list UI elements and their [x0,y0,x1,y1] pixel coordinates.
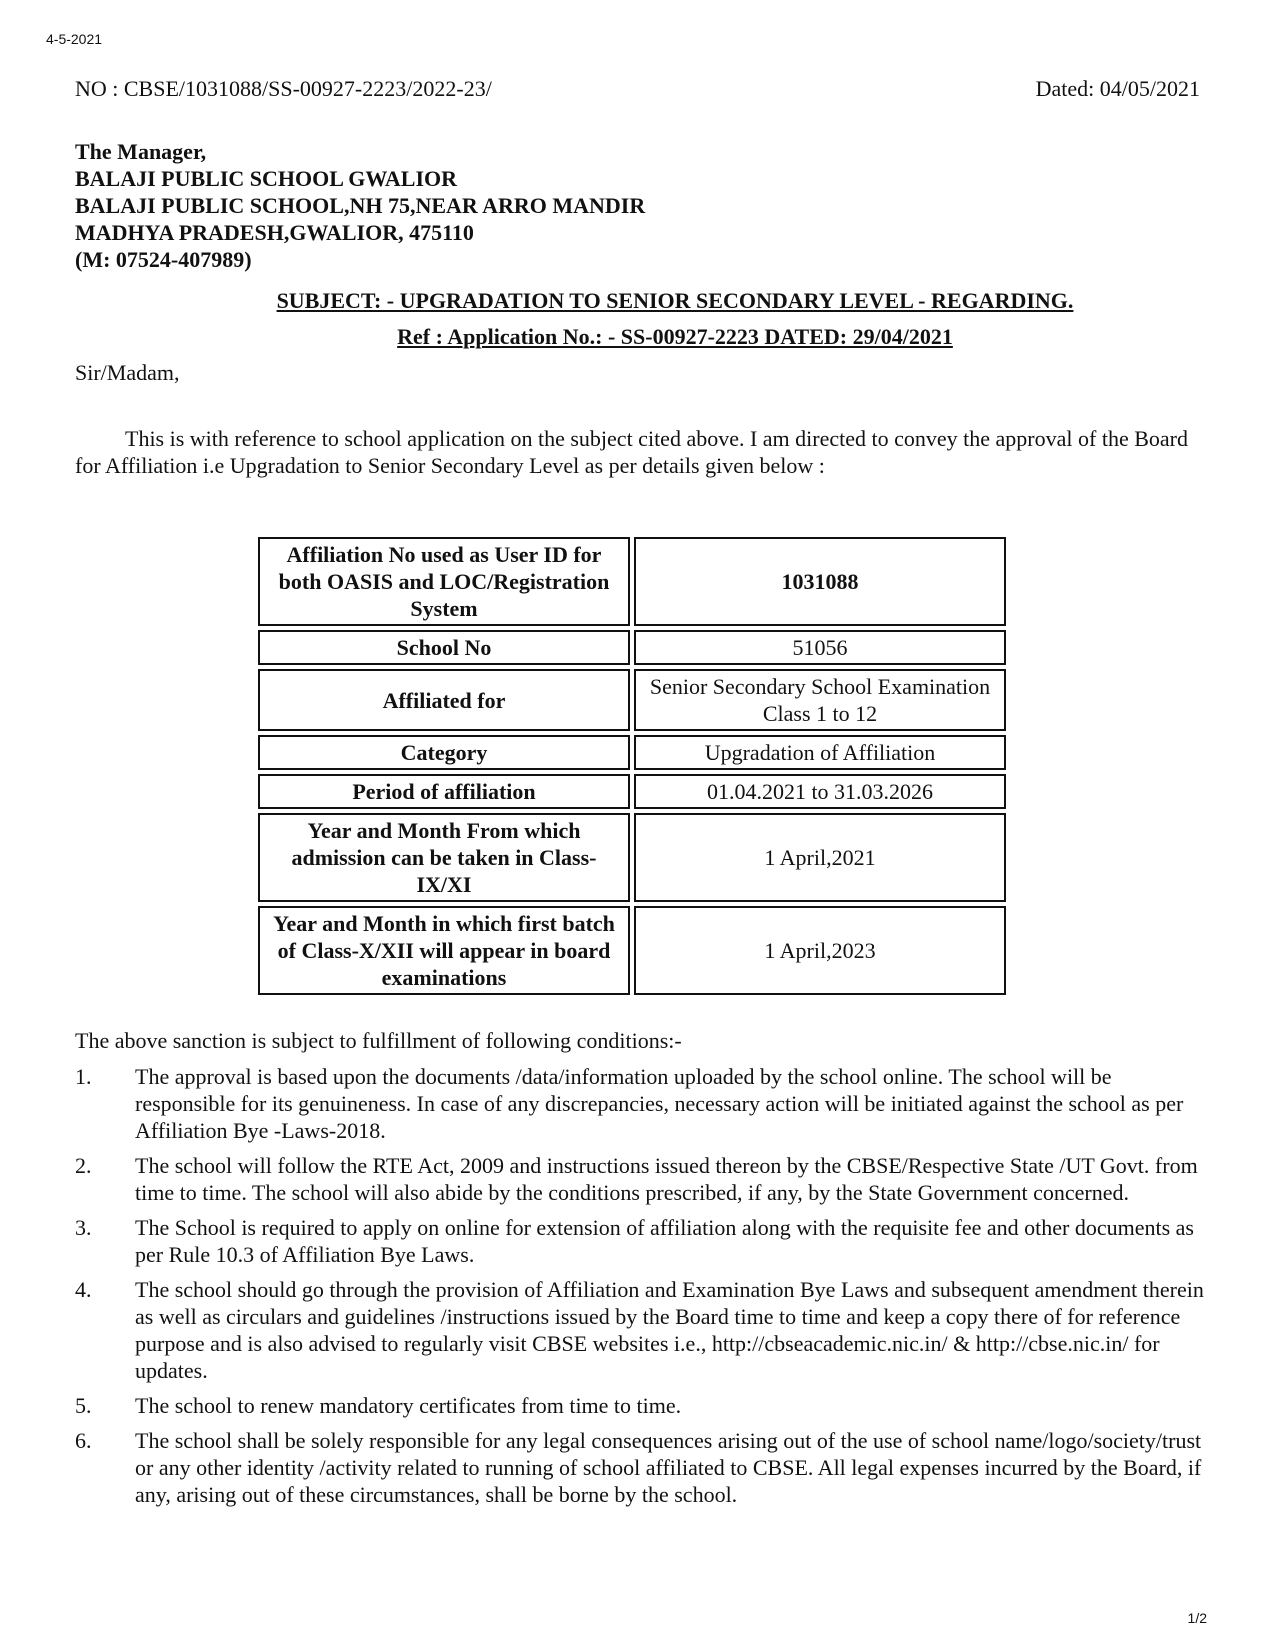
condition-number: 6. [75,1428,92,1453]
reference-line: Ref : Application No.: - SS-00927-2223 DATED: 29/04/2021 [397,324,953,349]
list-item [75,1152,1205,1206]
conditions-intro: The above sanction is subject to fulfillment of following conditions:- [75,1028,682,1053]
list-item [75,1214,1205,1268]
table-value: 1 April,2023 [634,906,1006,995]
table-value: 1031088 [634,537,1006,626]
list-item [75,1427,1205,1508]
address-line: The Manager, [75,139,207,164]
letter-number: NO : CBSE/1031088/SS-00927-2223/2022-23/ [75,76,492,101]
affiliation-details-table [254,533,1010,999]
table-label: Affiliation No used as User ID for both OASIS and LOC/Registration System [258,537,630,626]
address-line: BALAJI PUBLIC SCHOOL GWALIOR [75,166,458,191]
condition-text: The approval is based upon the documents /data/information uploaded by the school online. The school will be responsible for its genuineness. In case of any discrepancies, necessary action will be initiated against the school as per Affiliation Bye -Laws-2018. [135,1064,1184,1143]
table-label: Affiliated for [258,669,630,731]
table-label: Year and Month From which admission can be taken in Class-IX/XI [258,813,630,902]
table-value: Upgradation of Affiliation [634,735,1006,770]
table-row [258,537,1006,626]
condition-number: 1. [75,1064,92,1089]
condition-text: The School is required to apply on online for extension of affiliation along with the requisite fee and other documents as per Rule 10.3 of Affiliation Bye Laws. [135,1215,1194,1267]
recipient-address [75,138,645,273]
condition-number: 3. [75,1215,92,1240]
table-value: 51056 [634,630,1006,665]
address-line: BALAJI PUBLIC SCHOOL,NH 75,NEAR ARRO MANDIR [75,193,646,218]
table-row [258,906,1006,995]
list-item [75,1276,1205,1384]
list-item [75,1063,1205,1144]
condition-text: The school will follow the RTE Act, 2009 and instructions issued thereon by the CBSE/Respective State /UT Govt. from time to time. The school will also abide by the conditions prescribed, if any, by the State Government concerned. [135,1153,1198,1205]
list-item [75,1392,1205,1419]
table-row [258,630,1006,665]
intro-paragraph: This is with reference to school application on the subject cited above. I am directed to convey the approval of the Board for Affiliation i.e Upgradation to Senior Secondary Level as per details given below : [75,426,1188,478]
table-label: Year and Month in which first batch of Class-X/XII will appear in board examinations [258,906,630,995]
table-row [258,813,1006,902]
condition-number: 5. [75,1393,92,1418]
address-line: (M: 07524-407989) [75,247,252,272]
page-number: 1/2 [1187,1610,1207,1626]
condition-text: The school shall be solely responsible for any legal consequences arising out of the use of school name/logo/society/trust or any other identity /activity related to running of school affiliated to CBSE. All legal expenses incurred by the Board, if any, arising out of these circumstances, shall be borne by the school. [135,1428,1202,1507]
condition-text: The school to renew mandatory certificates from time to time. [135,1393,682,1418]
table-label: Period of affiliation [258,774,630,809]
table-value: 01.04.2021 to 31.03.2026 [634,774,1006,809]
subject-line: SUBJECT: - UPGRADATION TO SENIOR SECONDARY LEVEL - REGARDING. [276,288,1074,313]
letter-date: Dated: 04/05/2021 [1035,76,1200,101]
table-row [258,735,1006,770]
table-value: 1 April,2021 [634,813,1006,902]
table-label: School No [258,630,630,665]
address-line: MADHYA PRADESH,GWALIOR, 475110 [75,220,474,245]
condition-number: 4. [75,1277,92,1302]
print-date: 4-5-2021 [46,31,103,47]
conditions-list [75,1063,1205,1516]
condition-text: The school should go through the provision of Affiliation and Examination Bye Laws and subsequent amendment therein as well as circulars and guidelines /instructions issued by the Board time to time and keep a copy there of for reference purpose and is also advised to regularly visit CBSE websites i.e., http://cbseacademic.nic.in/ & http://cbse.nic.in/ for updates. [135,1277,1204,1383]
table-label: Category [258,735,630,770]
table-row [258,669,1006,731]
table-row [258,774,1006,809]
condition-number: 2. [75,1153,92,1178]
salutation: Sir/Madam, [75,360,180,385]
table-value: Senior Secondary School Examination Class 1 to 12 [634,669,1006,731]
